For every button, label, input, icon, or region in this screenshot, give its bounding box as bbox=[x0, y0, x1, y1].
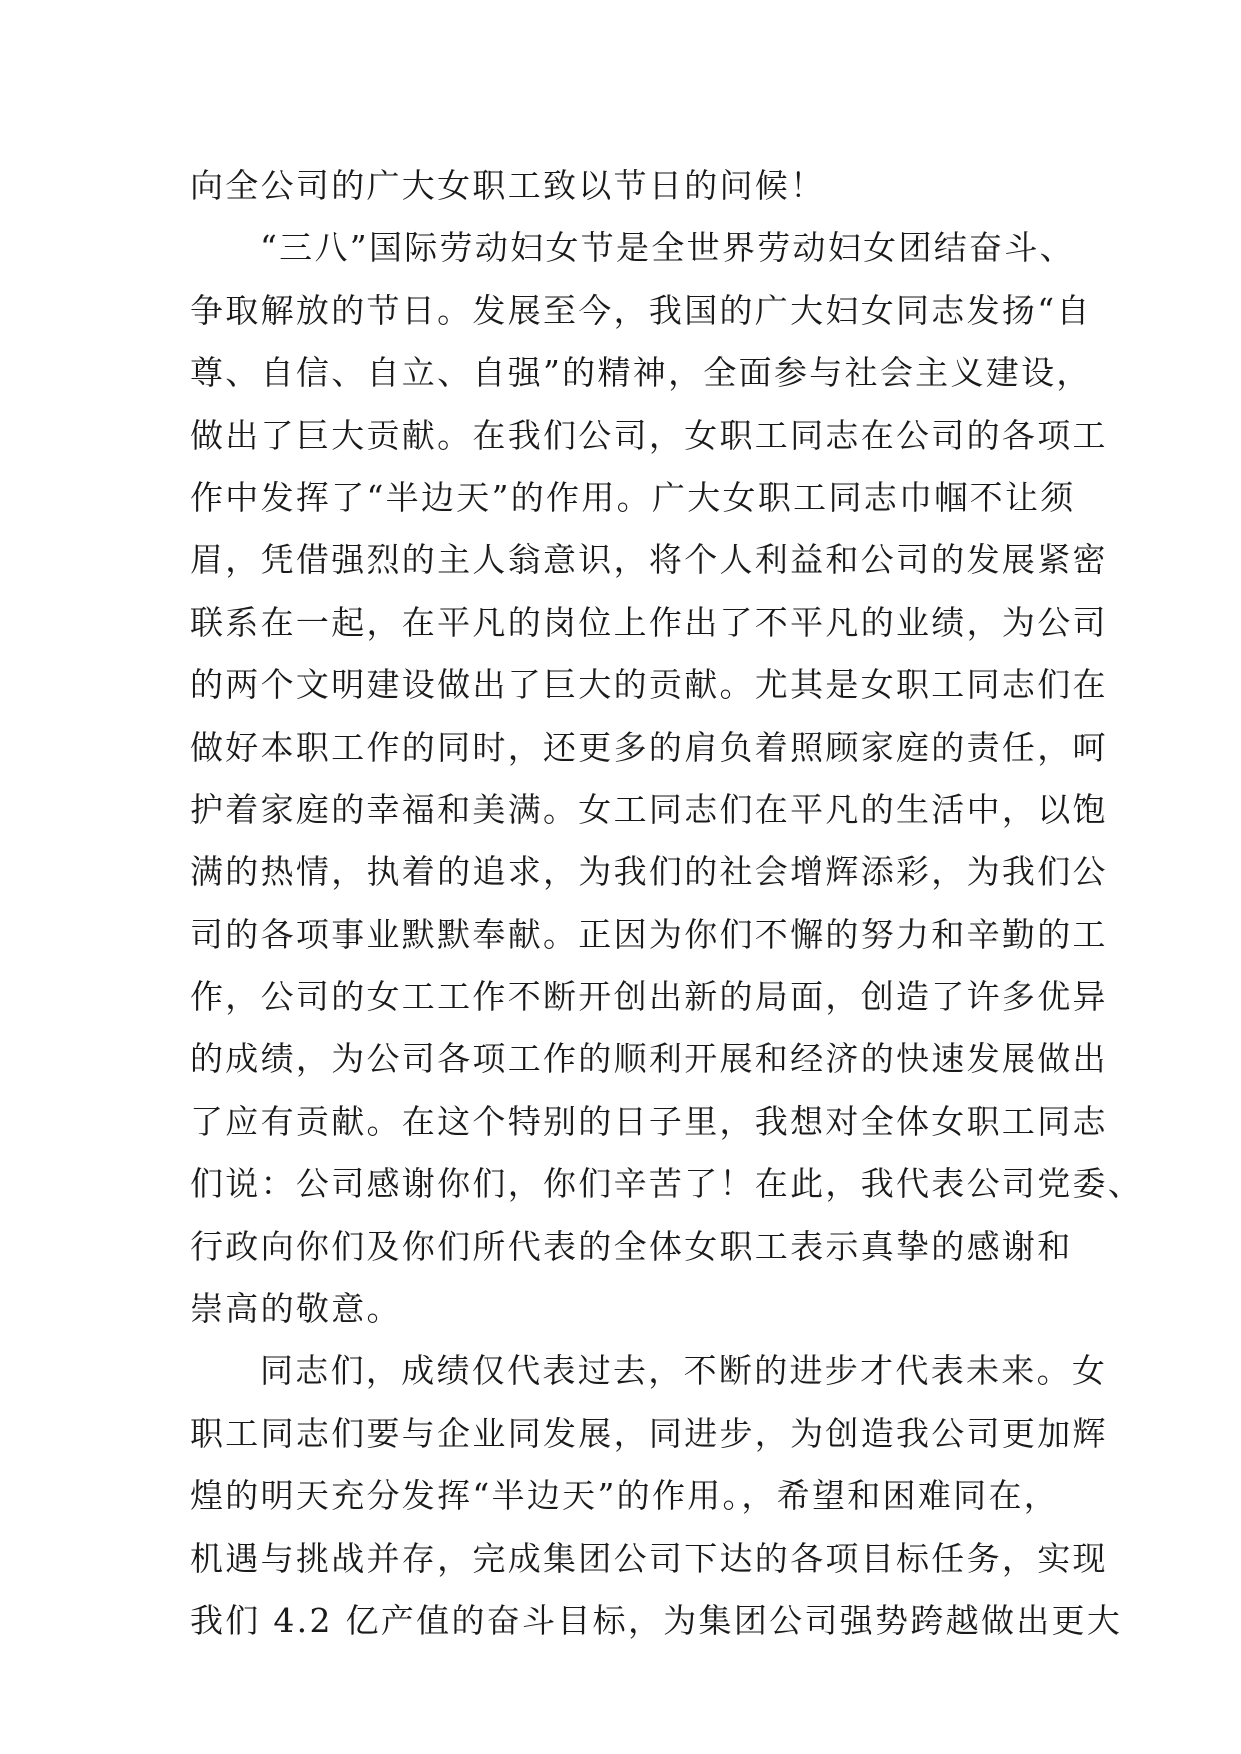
text-line: 争取解放的节日。发展至今，我国的广大妇女同志发扬“自 bbox=[190, 290, 1092, 330]
text-line: 行政向你们及你们所代表的全体女职工表示真挚的感谢和 bbox=[190, 1226, 1073, 1266]
text-line: 职工同志们要与企业同发展，同进步，为创造我公司更加辉 bbox=[190, 1413, 1108, 1453]
text-line: 的成绩，为公司各项工作的顺利开展和经济的快速发展做出 bbox=[190, 1039, 1108, 1079]
text-line: 作中发挥了“半边天”的作用。广大女职工同志巾帼不让须 bbox=[190, 477, 1076, 517]
text-line: 尊、自信、自立、自强”的精神，全面参与社会主义建设， bbox=[190, 353, 1092, 393]
text-line: 司的各项事业默默奉献。正因为你们不懈的努力和辛勤的工 bbox=[190, 914, 1108, 954]
paragraph-start-line: “三八”国际劳动妇女节是全世界劳动妇女团结奋斗、 bbox=[260, 228, 1075, 268]
text-line: 机遇与挑战并存，完成集团公司下达的各项目标任务，实现 bbox=[190, 1538, 1108, 1578]
text-line: 向全公司的广大女职工致以节日的问候！ bbox=[190, 166, 826, 205]
text-line: 的两个文明建设做出了巨大的贡献。尤其是女职工同志们在 bbox=[190, 665, 1108, 705]
text-line: 崇高的敬意。 bbox=[190, 1289, 402, 1329]
body-text bbox=[190, 155, 1144, 1652]
text-line: 眉，凭借强烈的主人翁意识，将个人利益和公司的发展紧密 bbox=[190, 540, 1108, 580]
text-line: 联系在一起，在平凡的岗位上作出了不平凡的业绩，为公司 bbox=[190, 602, 1108, 642]
text-line: 护着家庭的幸福和美满。女工同志们在平凡的生活中，以饱 bbox=[190, 789, 1108, 829]
text-line: 们说：公司感谢你们，你们辛苦了！在此，我代表公司党委、 bbox=[190, 1164, 1144, 1204]
text-line: 作，公司的女工工作不断开创出新的局面，创造了许多优异 bbox=[190, 977, 1108, 1017]
text-line: 煌的明天充分发挥“半边天”的作用。，希望和困难同在， bbox=[190, 1476, 1060, 1516]
text-line: 做好本职工作的同时，还更多的肩负着照顾家庭的责任，呵 bbox=[190, 727, 1108, 767]
text-line: 了应有贡献。在这个特别的日子里，我想对全体女职工同志 bbox=[190, 1101, 1108, 1141]
paragraph-start-line: 同志们，成绩仅代表过去，不断的进步才代表未来。女 bbox=[260, 1351, 1108, 1391]
text-line: 满的热情，执着的追求，为我们的社会增辉添彩，为我们公 bbox=[190, 852, 1108, 892]
text-line: 做出了巨大贡献。在我们公司，女职工同志在公司的各项工 bbox=[190, 415, 1108, 455]
text-line: 我们 4.2 亿产值的奋斗目标，为集团公司强势跨越做出更大 bbox=[190, 1600, 1123, 1640]
